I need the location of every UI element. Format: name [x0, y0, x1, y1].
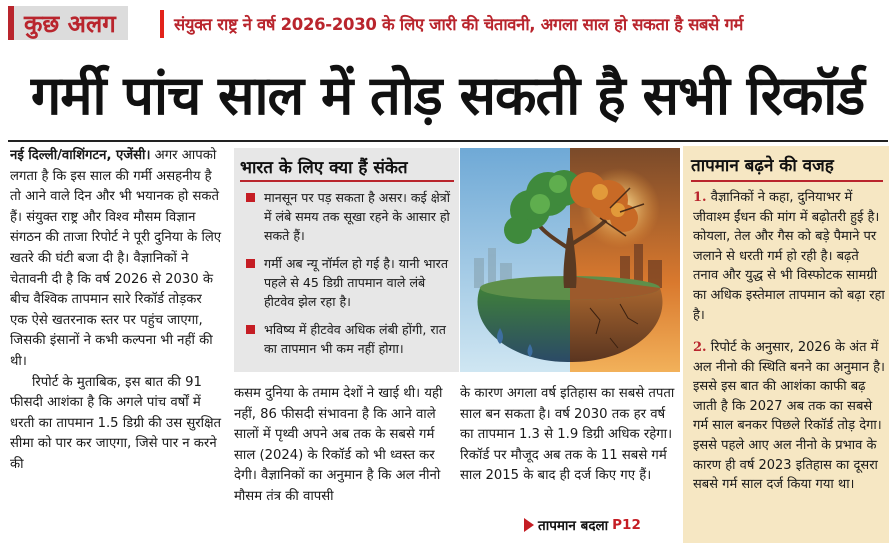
jump-page: P12 [612, 517, 641, 533]
list-item: गर्मी अब न्यू नॉर्मल हो गई है। यानी भारत पहले से 45 डिग्री तापमान वाले लंबे हीटवेव झेल रहा है। [242, 254, 454, 311]
bullet-square-icon [246, 325, 255, 334]
reasons-sidebar [683, 146, 889, 543]
reason-paragraph-1: 1. वैज्ञानिकों ने कहा, दुनियाभर में जीवाश्म ईंधन की मांग में बढ़ोतरी हुई है। कोयला, तेल और गैस को बड़े पैमाने पर जलाने से धरती गर्म हो रही है। बढ़ते तनाव और युद्ध से भी विस्फोटक सामग्री का अधिक इस्तेमाल तापमान को बढ़ा रहा है। [693, 190, 885, 323]
article-column-1 [10, 146, 222, 543]
india-signals-list [242, 188, 454, 367]
reasons-rule [691, 180, 883, 182]
reason-number-2: 2. [693, 340, 707, 355]
reasons-title: तापमान बढ़ने की वजह [691, 155, 834, 176]
main-headline: गर्मी पांच साल में तोड़ सकती है सभी रिकॉर्ड [30, 64, 865, 127]
bullet-square-icon [246, 193, 255, 202]
reason-paragraph-2: 2. रिपोर्ट के अनुसार, 2026 के अंत में अल नीनो की स्थिति बनने का अनुमान है। इससे इस बात की आशंका काफी बढ़ जाती है कि 2027 अब तक का सबसे गर्म साल बनकर पिछले रिकॉर्ड तोड़ देगा। इससे पहले आए अल नीनो के प्रभाव के कारण ही वर्ष 2023 इतिहास का दूसरा सबसे गर्म साल दर्ज किया गया था। [693, 340, 885, 493]
bullet-square-icon [246, 259, 255, 268]
india-box-rule [240, 180, 454, 182]
strap-headline: संयुक्त राष्ट्र ने वर्ष 2026-2030 के लिए जारी की चेतावनी, अगला साल हो सकता है सबसे गर्म [174, 14, 744, 34]
article-column-3: के कारण अगला वर्ष इतिहास का सबसे तपता साल बन सकता है। वर्ष 2030 तक हर वर्ष का तापमान 1.3 से 1.9 डिग्री अधिक रहेगा। रिकॉर्ड पर मौजूद अब तक के 11 सबसे गर्म साल 2015 के बाद ही दर्ज किए गए हैं। [460, 386, 675, 484]
reason-number-1: 1. [693, 190, 707, 205]
split-earth-tree-icon [460, 148, 680, 372]
india-signals-box [234, 148, 459, 372]
top-strip [0, 0, 895, 44]
list-item: मानसून पर पड़ सकता है असर। कई क्षेत्रों में लंबे समय तक सूखा रहने के आसार हो सकते हैं। [242, 188, 454, 245]
list-item: भविष्य में हीटवेव अधिक लंबी होंगी, रात का तापमान भी कम नहीं होगा। [242, 320, 454, 358]
article-paragraph-1: अगर आपको लगता है कि इस साल की गर्मी असहनीय है तो आने वाले दिन और भी भयानक हो सकते हैं। संयुक्त राष्ट्र और विश्व मौसम विज्ञान संगठन की ताजा रिपोर्ट ने पूरी दुनिया के लिए खतरे की घंटी बजा दी है। वैज्ञानिकों ने चेतावनी दी है कि वर्ष 2026 से 2030 के बीच वैश्विक तापमान सारे रिकॉर्ड तोड़कर एक ऐसे खतरनाक स्तर पर पहुंच जाएगा, जिसकी इंसानों ने कभी कल्पना भी नहीं की थी। [10, 148, 222, 369]
article-paragraph-2: रिपोर्ट के मुताबिक, इस बात की 91 फीसदी आशंका है कि अगले पांच वर्षों में धरती का तापमान 1.5 डिग्री की उस सुरक्षित सीमा को पार कर जाएगा, जिसे पार न करने की [10, 374, 222, 472]
section-kicker: कुछ अलग [8, 6, 128, 40]
article-column-2: कसम दुनिया के तमाम देशों ने खाई थी। यही नहीं, 86 फीसदी संभावना है कि आने वाले सालों में पृथ्वी अपने अब तक के सबसे गर्म साल (2024) के रिकॉर्ड को भी ध्वस्त कर देगी। वैज्ञानिकों का अनुमान है कि अल नीनो मौसम तंत्र की वापसी [234, 386, 443, 504]
jump-label: तापमान बदला [538, 518, 609, 534]
india-box-title: भारत के लिए क्या हैं संकेत [240, 157, 408, 178]
dateline: नई दिल्ली/वाशिंगटन, एजेंसी। [10, 148, 151, 163]
continued-jump-link[interactable] [524, 515, 641, 535]
headline-rule [8, 140, 888, 142]
kicker-divider [160, 10, 164, 38]
arrow-right-icon [524, 518, 534, 532]
